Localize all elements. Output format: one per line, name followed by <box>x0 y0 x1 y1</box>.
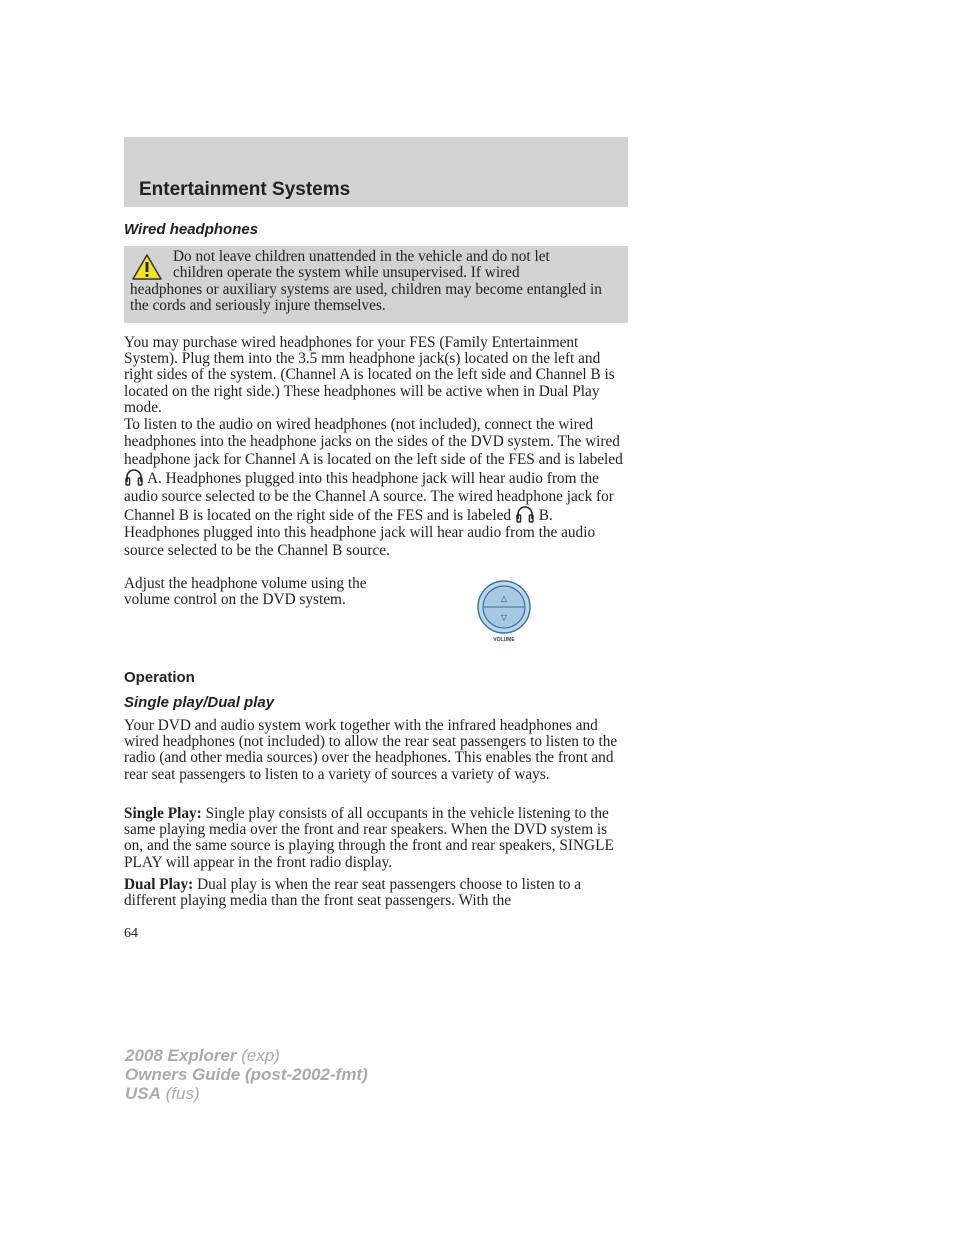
dual-play-description <box>124 877 630 909</box>
single-play-text: Single play consists of all occupants in the vehicle listening to the same playing media over the front and rear speakers. When the DVD system is on, and the same source is playing through the front and rear speakers, SINGLE PLAY will appear in the front radio display. <box>124 805 614 871</box>
single-play-term: Single Play: <box>124 805 202 822</box>
volume-down-icon: ▽ <box>500 613 508 622</box>
operation-heading: Operation <box>124 669 195 686</box>
volume-knob-icon <box>476 580 532 644</box>
footer-region-code: (fus) <box>160 1084 200 1103</box>
document-footer <box>125 1046 368 1103</box>
footer-region: USA <box>125 1084 161 1103</box>
instructions-part-3: B. Headphones plugged into this headphone jack will hear audio from the audio source selected to be the Channel B source. <box>124 507 596 559</box>
wired-headphones-instructions <box>124 416 630 559</box>
wired-headphones-intro: You may purchase wired headphones for your FES (Family Entertainment System). Plug them into the 3.5 mm headphone jack(s) located on the left and right sides of the system. (Channel A is located on the left side and Channel B is located on the right side.) These headphones will be active when in Dual Play mode. <box>124 334 615 416</box>
warning-text <box>130 249 610 315</box>
volume-instructions: Adjust the headphone volume using the volume control on the DVD system. <box>124 575 367 609</box>
volume-label: VOLUME <box>493 637 515 643</box>
dual-play-term: Dual Play: <box>124 876 194 893</box>
instructions-part-1: To listen to the audio on wired headphones (not included), connect the wired headphones into the headphone jacks on the sides of the DVD system. The wired headphone jack for Channel A is located on the left side of the FES and is labeled <box>124 416 623 468</box>
warning-rest: headphones or auxiliary systems are used, children may become entangled in the cords and seriously injure themselves. <box>130 280 602 315</box>
page-title: Entertainment Systems <box>139 179 351 200</box>
headphone-a-icon <box>124 468 144 486</box>
wired-headphones-heading: Wired headphones <box>124 221 259 238</box>
footer-model-code: (exp) <box>236 1046 280 1065</box>
single-dual-play-heading: Single play/Dual play <box>124 694 275 711</box>
volume-control-illustration <box>476 580 532 644</box>
warning-line-2: children operate the system while unsupervised. If wired <box>173 264 520 282</box>
footer-model: 2008 Explorer <box>125 1046 237 1065</box>
headphone-b-icon <box>515 505 535 523</box>
warning-line-1: Do not leave children unattended in the vehicle and do not let <box>173 248 550 265</box>
dual-play-text: Dual play is when the rear seat passengers choose to listen to a different playing media than the front seat passengers. With the <box>124 876 582 910</box>
warning-box <box>124 246 628 323</box>
footer-guide: Owners Guide (post-2002-fmt) <box>125 1065 368 1084</box>
single-play-description <box>124 806 630 871</box>
page-number: 64 <box>124 926 138 941</box>
volume-up-icon: △ <box>500 594 508 603</box>
section-header-band <box>124 137 628 207</box>
play-modes-intro: Your DVD and audio system work together with the infrared headphones and wired headphones (not included) to allow the rear seat passengers to listen to the radio (and other media sources) over the headphones. This enables the front and rear seat passengers to listen to a variety of sources a variety of ways. <box>124 717 618 783</box>
instructions-part-2: A. Headphones plugged into this headphone jack will hear audio from the audio source selected to be the Channel A source. The wired headphone jack for Channel B is located on the right side of the FES and is labeled <box>124 470 614 525</box>
